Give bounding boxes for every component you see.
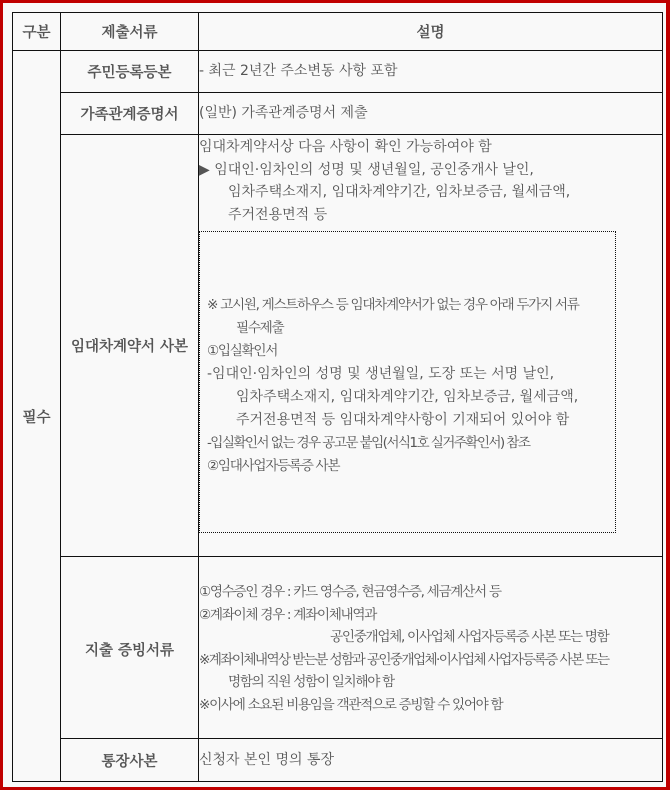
doc-bankbook-copy: 통장사본	[61, 739, 199, 782]
note-line: ①입실확인서	[207, 343, 278, 359]
header-category: 구분	[13, 13, 61, 51]
table-row	[13, 51, 663, 93]
note-line: ※ 고시원, 게스트하우스 등 임대차계약서가 없는 경우 아래 두가지 서류	[207, 297, 579, 313]
header-document: 제출서류	[61, 13, 199, 51]
desc-line: ▶ 임대인·임차인의 성명 및 생년월일, 공인중개사 날인,	[199, 161, 534, 178]
doc-resident-registration: 주민등록등본	[61, 51, 199, 93]
desc-family-relation	[199, 93, 663, 135]
note-line: -입실확인서 없는 경우 공고문 붙임(서식1호 실거주확인서) 참조	[207, 435, 530, 451]
note-line: 임차주택소재지, 임대차계약기간, 임차보증금, 월세금액,	[236, 389, 579, 405]
desc-line: ※계좌이체내역상 받는분 성함과 공인중개업체·이사업체 사업자등록증 사본 또는	[199, 651, 609, 668]
table-row	[13, 739, 663, 782]
doc-expense-proof: 지출 증빙서류	[61, 557, 199, 739]
desc-lease-contract	[199, 135, 663, 557]
desc-line: 임차주택소재지, 임대차계약기간, 임차보증금, 월세금액,	[228, 184, 571, 200]
desc-expense-proof	[199, 557, 663, 739]
category-required: 필수	[13, 51, 61, 782]
table-row	[13, 135, 663, 557]
note-box	[199, 231, 616, 533]
desc-line: - 최근 2년간 주소변동 사항 포함	[199, 63, 398, 80]
desc-line: 주거전용면적 등	[228, 206, 328, 223]
desc-line: (일반) 가족관계증명서 제출	[199, 105, 368, 122]
desc-line: 신청자 본인 명의 통장	[199, 751, 335, 768]
doc-family-relation: 가족관계증명서	[61, 93, 199, 135]
desc-line: 명함의 직원 성함이 일치해야 함	[228, 674, 394, 690]
desc-line: ※이사에 소요된 비용임을 객관적으로 증빙할 수 있어야 함	[199, 696, 503, 713]
desc-resident-registration	[199, 51, 663, 93]
desc-line: ①영수증인 경우 : 카드 영수증, 현금영수증, 세금계산서 등	[199, 584, 501, 600]
note-line: -임대인·임차인의 성명 및 생년월일, 도장 또는 서명 날인,	[207, 366, 555, 382]
desc-line: ②계좌이체 경우 : 계좌이체내역과	[199, 606, 377, 623]
note-line: 필수제출	[236, 320, 284, 336]
required-documents-table	[12, 12, 663, 782]
table-row	[13, 93, 663, 135]
note-line: ②임대사업자등록증 사본	[207, 458, 340, 474]
desc-line: 임대차계약서상 다음 사항이 확인 가능하여야 함	[199, 139, 492, 155]
table-row	[13, 557, 663, 739]
desc-line: 공인중개업체, 이사업체 사업자등록증 사본 또는 명함	[330, 629, 609, 645]
table-header-row	[13, 13, 663, 51]
doc-lease-contract: 임대차계약서 사본	[61, 135, 199, 557]
note-line: 주거전용면적 등 임대차계약사항이 기재되어 있어야 함	[236, 412, 570, 428]
header-description: 설명	[199, 13, 663, 51]
desc-bankbook-copy	[199, 739, 663, 782]
